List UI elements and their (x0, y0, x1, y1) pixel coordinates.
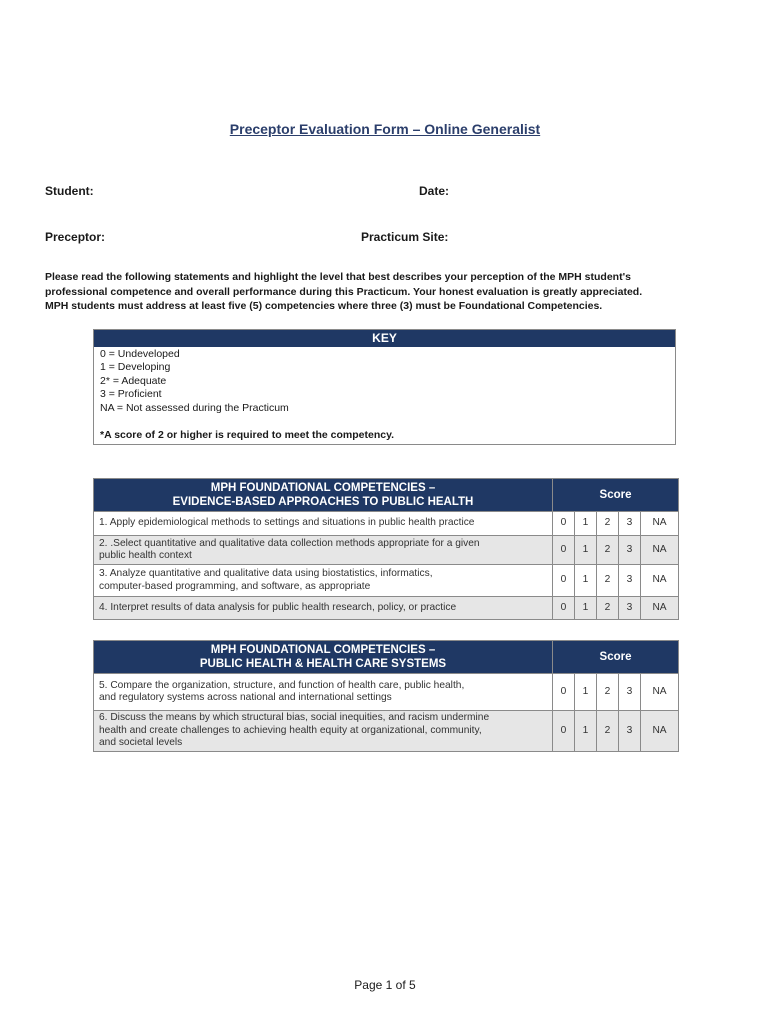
competency-text (94, 536, 553, 565)
score-option-3[interactable]: 3 (619, 565, 641, 597)
score-option-3[interactable]: 3 (619, 711, 641, 752)
competency-text-line: 1. Apply epidemiological methods to settings and situations in public health practice (99, 517, 475, 529)
score-option-0[interactable]: 0 (553, 711, 575, 752)
section-header-line: MPH FOUNDATIONAL COMPETENCIES – (210, 482, 436, 494)
competency-text (94, 565, 553, 597)
competency-table-evidence-based (93, 478, 679, 620)
date-label: Date: (419, 184, 450, 198)
score-option-0[interactable]: 0 (553, 512, 575, 536)
key-item: 0 = Undeveloped (100, 348, 180, 360)
section-header-line: PUBLIC HEALTH & HEALTH CARE SYSTEMS (199, 658, 447, 670)
score-option-2[interactable]: 2 (597, 597, 619, 620)
competency-text-line: 5. Compare the organization, structure, and function of health care, public health, (99, 679, 465, 691)
table-header-row (94, 641, 679, 674)
score-option-1[interactable]: 1 (575, 565, 597, 597)
form-title: Preceptor Evaluation Form – Online Generalist (229, 121, 541, 137)
table-header-row (94, 479, 679, 512)
section-header (94, 641, 553, 674)
competency-text (94, 674, 553, 711)
score-option-0[interactable]: 0 (553, 565, 575, 597)
score-option-0[interactable]: 0 (553, 597, 575, 620)
competency-text-line: 6. Discuss the means by which structural bias, social inequities, and racism undermine (99, 712, 490, 724)
score-option-1[interactable]: 1 (575, 536, 597, 565)
competency-text-line: computer-based programming, and software, as appropriate (99, 580, 371, 592)
table-row (94, 512, 679, 536)
competency-text-line: and societal levels (99, 737, 183, 749)
score-option-0[interactable]: 0 (553, 674, 575, 711)
competency-text-line: 3. Analyze quantitative and qualitative data using biostatistics, informatics, (99, 568, 433, 579)
preceptor-label: Preceptor: (45, 230, 106, 244)
score-header: Score (553, 641, 679, 674)
practicum-site-label: Practicum Site: (361, 230, 449, 244)
key-item: 1 = Developing (100, 361, 171, 374)
score-option-1[interactable]: 1 (575, 711, 597, 752)
score-option-3[interactable]: 3 (619, 597, 641, 620)
score-option-2[interactable]: 2 (597, 512, 619, 536)
score-option-1[interactable]: 1 (575, 674, 597, 711)
competency-text-line: 4. Interpret results of data analysis for public health research, policy, or practice (99, 601, 457, 613)
competency-text-line: health and create challenges to achieving health equity at organizational, community, (99, 724, 482, 736)
key-item: 3 = Proficient (100, 388, 162, 401)
key-title: KEY (94, 330, 675, 347)
competency-table-health-systems (93, 640, 679, 752)
table-row (94, 565, 679, 597)
score-key-box (93, 329, 676, 445)
score-option-na[interactable]: NA (641, 711, 679, 752)
score-option-2[interactable]: 2 (597, 536, 619, 565)
competency-text-line: and regulatory systems across national and international settings (99, 692, 392, 703)
score-option-2[interactable]: 2 (597, 711, 619, 752)
competency-text (94, 512, 553, 536)
instructions-line: MPH students must address at least five (5) competencies where three (3) must be Foundational Competencies. (45, 300, 603, 312)
table-row (94, 536, 679, 565)
section-header (94, 479, 553, 512)
student-label: Student: (45, 184, 94, 198)
page-number: Page 1 of 5 (354, 978, 416, 992)
table-row (94, 711, 679, 752)
key-note: *A score of 2 or higher is required to meet the competency. (100, 429, 395, 442)
section-header-line: MPH FOUNDATIONAL COMPETENCIES – (210, 644, 436, 656)
instructions-line: professional competence and overall performance during this Practicum. Your honest evaluation is greatly appreciated. (45, 285, 643, 298)
competency-text-line: public health context (99, 550, 192, 561)
score-option-1[interactable]: 1 (575, 512, 597, 536)
table-row (94, 674, 679, 711)
score-option-3[interactable]: 3 (619, 536, 641, 565)
score-option-3[interactable]: 3 (619, 512, 641, 536)
section-header-line: EVIDENCE-BASED APPROACHES TO PUBLIC HEALTH (172, 496, 474, 508)
key-body (94, 347, 675, 444)
score-option-na[interactable]: NA (641, 512, 679, 536)
competency-text (94, 711, 553, 752)
competency-text-line: 2. .Select quantitative and qualitative data collection methods appropriate for a given (99, 537, 480, 549)
score-option-1[interactable]: 1 (575, 597, 597, 620)
key-item: NA = Not assessed during the Practicum (100, 401, 289, 414)
score-option-na[interactable]: NA (641, 674, 679, 711)
score-option-2[interactable]: 2 (597, 674, 619, 711)
competency-text (94, 597, 553, 620)
score-header: Score (553, 479, 679, 512)
score-option-na[interactable]: NA (641, 536, 679, 565)
score-option-3[interactable]: 3 (619, 674, 641, 711)
score-option-0[interactable]: 0 (553, 536, 575, 565)
score-option-2[interactable]: 2 (597, 565, 619, 597)
key-item: 2* = Adequate (100, 374, 167, 387)
table-row (94, 597, 679, 620)
score-option-na[interactable]: NA (641, 565, 679, 597)
score-option-na[interactable]: NA (641, 597, 679, 620)
instructions (45, 270, 735, 314)
instructions-line: Please read the following statements and highlight the level that best describes your perception of the MPH student's (45, 271, 631, 283)
